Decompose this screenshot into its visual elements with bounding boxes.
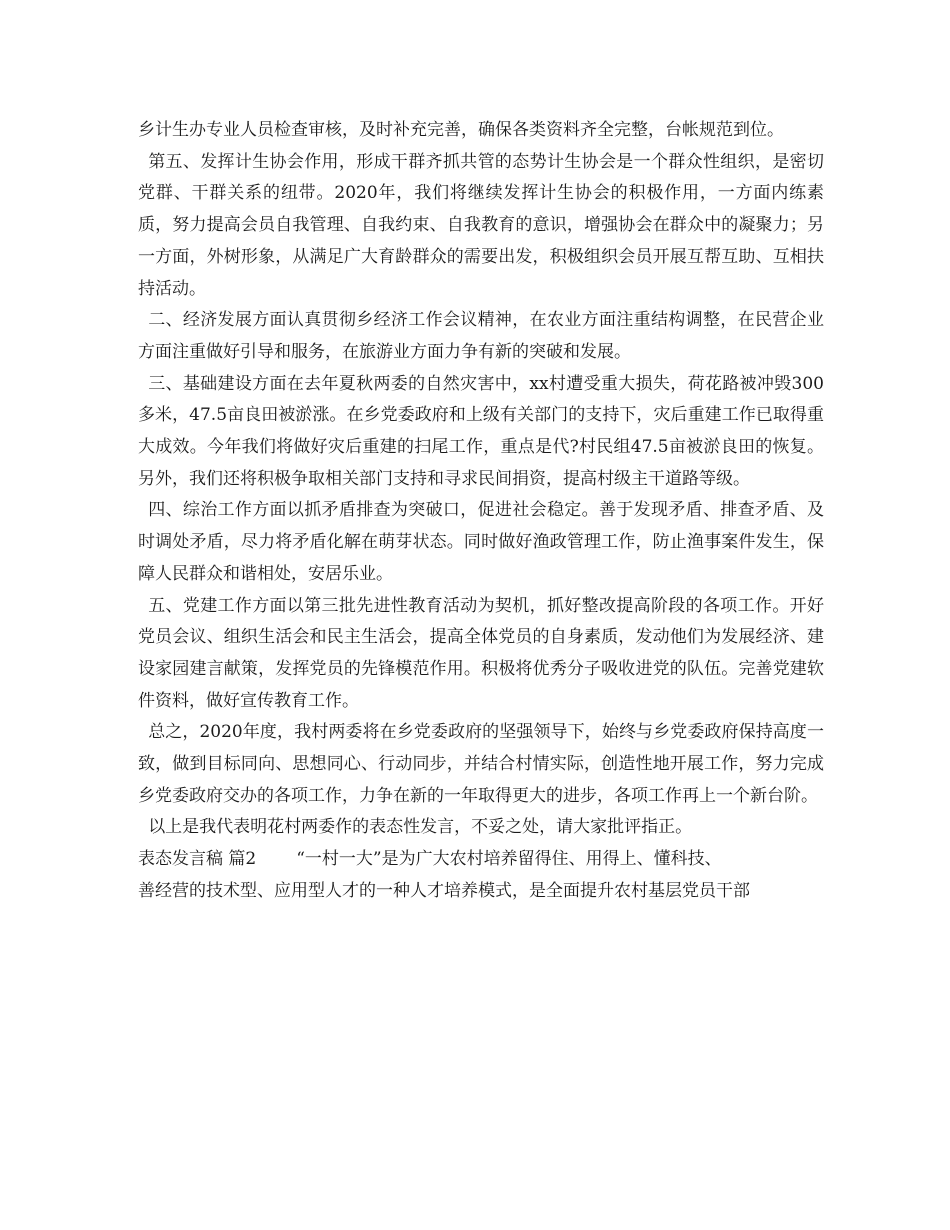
section-heading-line — [138, 844, 824, 876]
paragraph-economy: 二、经济发展方面认真贯彻乡经济工作会议精神，在农业方面注重结构调整，在民营企业方面注重做好引导和服务，在旅游业方面力争有新的突破和发展。 — [138, 310, 824, 362]
paragraph-infrastructure: 三、基础建设方面在去年夏秋两委的自然灾害中，xx村遭受重大损失，荷花路被冲毁300多米，47.5亩良田被淤涨。在乡党委政府和上级有关部门的支持下，灾后重建工作已取得重大成效。今年我们将做好灾后重建的扫尾工作，重点是代?村民组47.5亩被淤良田的恢复。另外，我们还将积极争取相关部门支持和寻求民间捐资，提高村级主干道路等级。 — [138, 373, 824, 489]
section-second-line: 善经营的技术型、应用型人才的一种人才培养模式，是全面提升农村基层党员干部 — [138, 880, 750, 901]
paragraph-closing: 以上是我代表明花村两委作的表态性发言，不妥之处，请大家批评指正。 — [148, 817, 693, 838]
paragraph-governance: 四、综治工作方面以抓矛盾排查为突破口，促进社会稳定。善于发现矛盾、排查矛盾、及时调处矛盾，尽力将矛盾化解在萌芽状态。同时做好渔政管理工作，防止渔事案件发生，保障人民群众和谐相处，安居乐业。 — [138, 500, 824, 584]
paragraph-fifth-item: 第五、发挥计生协会作用，形成干群齐抓共管的态势计生协会是一个群众性组织，是密切党群、干群关系的纽带。2020年，我们将继续发挥计生协会的积极作用，一方面内练素质，努力提高会员自我管理、自我约束、自我教育的意识，增强协会在群众中的凝聚力；另一方面，外树形象，从满足广大育龄群众的需要出发，积极组织会员开展互帮互助、互相扶持活动。 — [138, 151, 824, 299]
paragraph-party-building: 五、党建工作方面以第三批先进性教育活动为契机，抓好整改提高阶段的各项工作。开好党员会议、组织生活会和民主生活会，提高全体党员的自身素质，发动他们为发展经济、建设家园建言献策，发挥党员的先锋模范作用。积极将优秀分子吸收进党的队伍。完善党建软件资料，做好宣传教育工作。 — [138, 595, 824, 711]
paragraph-summary: 总之，2020年度，我村两委将在乡党委政府的坚强领导下，始终与乡党委政府保持高度一致，做到目标同向、思想同心、行动同步，并结合村情实际，创造性地开展工作，努力完成乡党委政府交办的各项工作，力争在新的一年取得更大的进步，各项工作再上一个新台阶。 — [138, 722, 824, 806]
document-body — [138, 115, 824, 908]
section-title: 表态发言稿 篇2 — [138, 849, 257, 870]
paragraph-continuation: 乡计生办专业人员检查审核，及时补充完善，确保各类资料齐全完整，台帐规范到位。 — [138, 120, 784, 140]
section-first-line: “一村一大”是为广大农村培养留得住、用得上、懂科技、 — [296, 849, 722, 870]
